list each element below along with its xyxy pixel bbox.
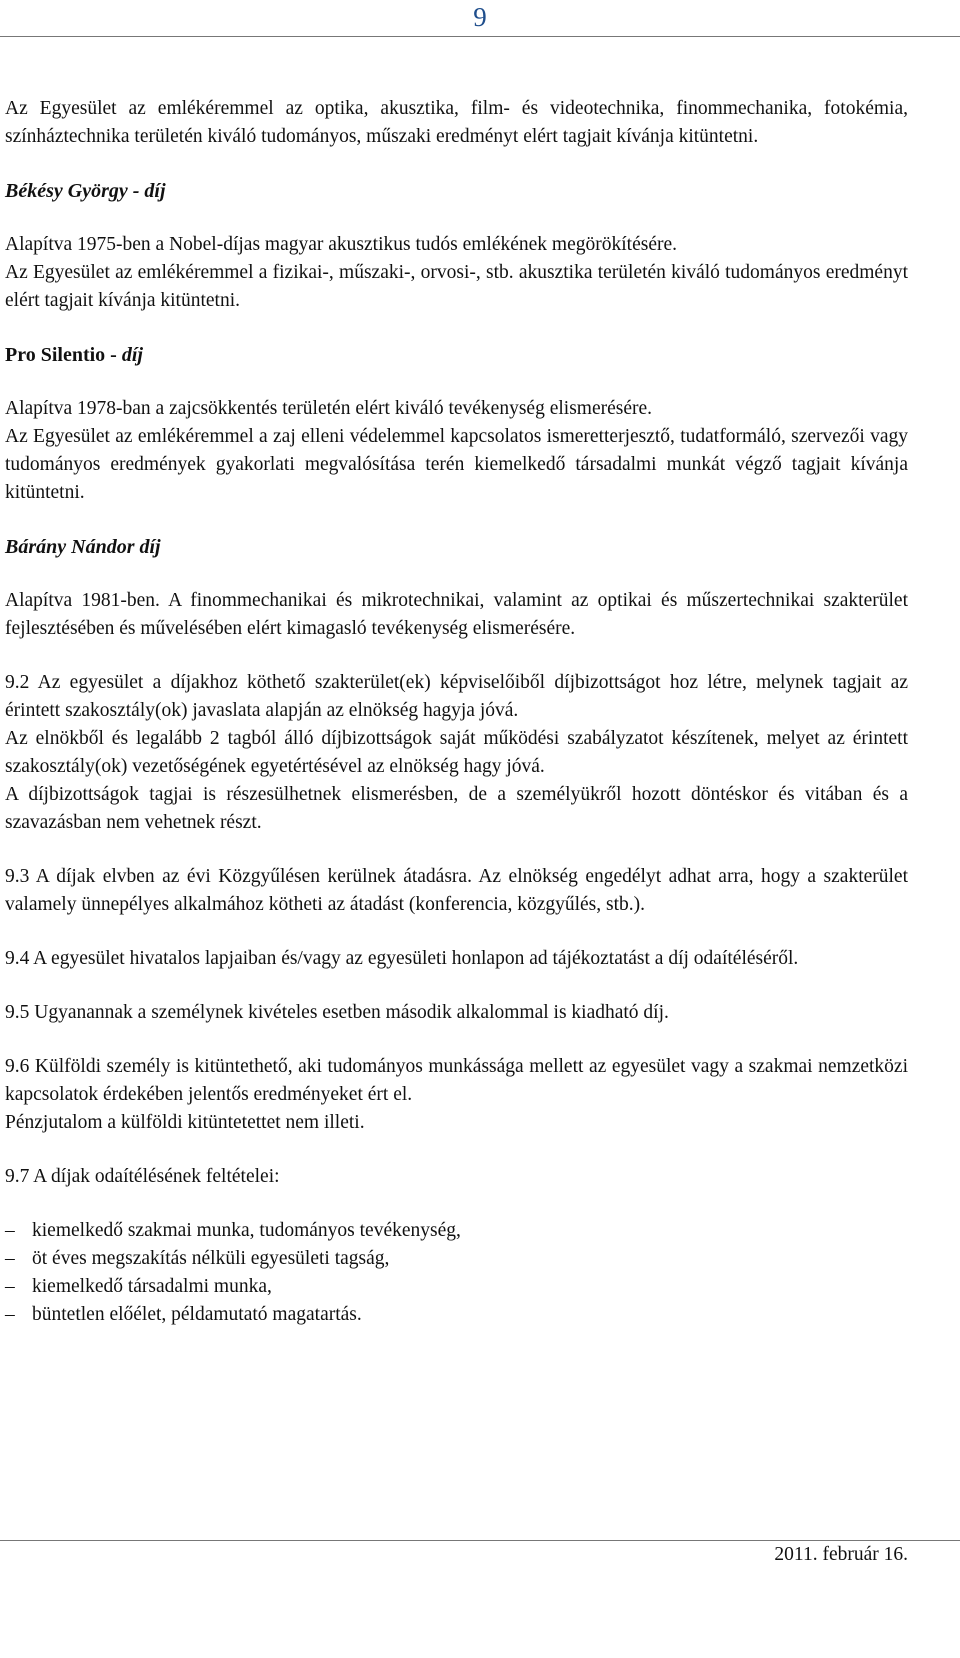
condition-text: kiemelkedő társadalmi munka,: [32, 1276, 272, 1297]
section-9-6-paragraph-1: 9.6 Külföldi személy is kitüntethető, aki tudományos munkássága mellett az egyesület vagy a szakmai nemzetközi kapcsolatok érdekében jelentős eredményeket ért el.: [5, 1056, 908, 1105]
dash-bullet-icon: –: [5, 1304, 15, 1325]
section-9-2-paragraph-2: Az elnökből és legalább 2 tagból álló díjbizottságok saját működési szabályzatot készítenek, melyet az érintett szakosztály(ok) vezetőségének egyetértésével az elnökség hagy jóvá.: [5, 728, 908, 777]
bekesy-award-title: Békésy György - díj: [5, 180, 166, 202]
dash-bullet-icon: –: [5, 1248, 15, 1269]
list-item: [5, 1245, 908, 1273]
dash-bullet-icon: –: [5, 1220, 15, 1241]
document-body: [5, 95, 908, 1329]
pro-silentio-founded-paragraph: Alapítva 1978-ban a zajcsökkentés területén elért kiváló tevékenység elismerésére.: [5, 398, 653, 419]
section-9-4-paragraph: 9.4 A egyesület hivatalos lapjaiban és/vagy az egyesületi honlapon ad tájékoztatást a díj odaítéléséről.: [5, 948, 799, 969]
pro-silentio-title-suffix: díj: [121, 344, 143, 366]
section-9-7-heading: 9.7 A díjak odaítélésének feltételei:: [5, 1166, 280, 1187]
condition-text: kiemelkedő szakmai munka, tudományos tevékenység,: [32, 1220, 461, 1241]
dash-bullet-icon: –: [5, 1276, 15, 1297]
section-9-5-paragraph: 9.5 Ugyanannak a személynek kivételes esetben második alkalommal is kiadható díj.: [5, 1002, 669, 1023]
condition-text: büntetlen előélet, példamutató magatartás.: [32, 1304, 362, 1325]
bekesy-founded-paragraph: Alapítva 1975-ben a Nobel-díjas magyar akusztikus tudós emlékének megörökítésére.: [5, 234, 678, 255]
footer-date: 2011. február 16.: [774, 1544, 908, 1565]
section-9-2-paragraph-3: A díjbizottságok tagjai is részesülhetnek elismerésben, de a személyükről hozott döntéskor és vitában és a szavazásban nem vehetnek részt.: [5, 784, 908, 833]
pro-silentio-title-name: Pro Silentio -: [5, 344, 122, 366]
intro-paragraph: Az Egyesület az emlékéremmel az optika, akusztika, film- és videotechnika, finommechanika, fotokémia, színháztechnika területén kiváló tudományos, műszaki eredményt elért tagjait kívánja kitüntetni.: [5, 98, 908, 147]
section-9-3-paragraph: 9.3 A díjak elvben az évi Közgyűlésen kerülnek átadásra. Az elnökség engedélyt adhat arra, hogy a szakterület valamely ünnepélyes alkalmához kötheti az átadást (konferencia, közgyűlés, stb.).: [5, 866, 908, 915]
header-divider: [0, 36, 960, 37]
barany-award-title: Bárány Nándor díj: [5, 536, 161, 558]
footer-divider: [0, 1540, 960, 1541]
section-9-2-paragraph-1: 9.2 Az egyesület a díjakhoz köthető szakterület(ek) képviselőiből díjbizottságot hoz létre, melynek tagjait az érintett szakosztály(ok) javaslata alapján az elnökség hagyja jóvá.: [5, 672, 908, 721]
condition-text: öt éves megszakítás nélküli egyesületi tagság,: [32, 1248, 390, 1269]
page-number: 9: [473, 2, 487, 32]
list-item: [5, 1217, 908, 1245]
section-9-6-paragraph-2: Pénzjutalom a külföldi kitüntetettet nem illeti.: [5, 1112, 365, 1133]
list-item: [5, 1301, 908, 1329]
barany-paragraph: Alapítva 1981-ben. A finommechanikai és mikrotechnikai, valamint az optikai és műszertechnikai szakterület fejlesztésében és művelésében elért kimagasló tevékenység elismerésére.: [5, 590, 908, 639]
pro-silentio-description-paragraph: Az Egyesület az emlékéremmel a zaj elleni védelemmel kapcsolatos ismeretterjesztő, tudatformáló, szervezői vagy tudományos eredmények gyakorlati megvalósítása terén kiemelkedő társadalmi munkát végző tagjait kívánja kitüntetni.: [5, 426, 908, 503]
list-item: [5, 1273, 908, 1301]
conditions-list: [5, 1217, 908, 1329]
pro-silentio-award-title: [5, 341, 908, 369]
bekesy-description-paragraph: Az Egyesület az emlékéremmel a fizikai-, műszaki-, orvosi-, stb. akusztika területén kiváló tudományos eredményt elért tagjait kívánja kitüntetni.: [5, 262, 908, 311]
